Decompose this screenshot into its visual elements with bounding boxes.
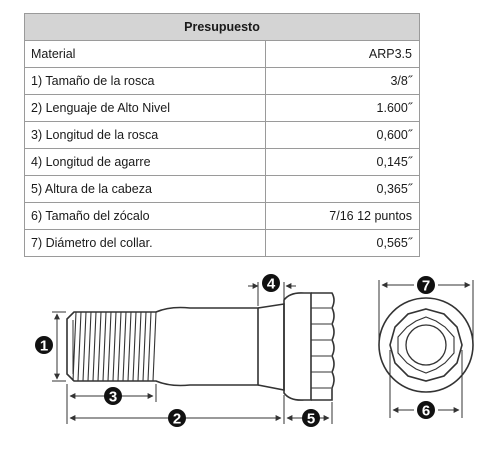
table-row — [25, 149, 420, 176]
row-value: 0,600˝ — [266, 122, 420, 149]
svg-text:5: 5 — [306, 410, 316, 428]
row-label: 3) Longitud de la rosca — [25, 122, 266, 149]
callout-1 — [35, 336, 53, 355]
row-label: 2) Lenguaje de Alto Nivel — [25, 95, 266, 122]
row-value: 0,565˝ — [266, 230, 420, 257]
top-view-dimension-lines — [379, 277, 473, 418]
table-header-row — [25, 14, 420, 41]
callout-5 — [302, 409, 320, 428]
row-label: 6) Tamaño del zócalo — [25, 203, 266, 230]
table-row — [25, 230, 420, 257]
row-value: 1.600˝ — [266, 95, 420, 122]
row-value: 3/8˝ — [266, 68, 420, 95]
row-value: 0,145˝ — [266, 149, 420, 176]
svg-text:7: 7 — [421, 277, 431, 295]
callout-2 — [168, 409, 186, 428]
table-row — [25, 176, 420, 203]
svg-text:3: 3 — [108, 388, 118, 406]
table-row — [25, 122, 420, 149]
callout-4 — [262, 274, 280, 293]
svg-text:2: 2 — [172, 410, 182, 428]
table-title: Presupuesto — [25, 14, 420, 41]
specifications-table — [24, 13, 420, 257]
thread-lines — [73, 312, 156, 381]
row-value: 0,365˝ — [266, 176, 420, 203]
row-label: 7) Diámetro del collar. — [25, 230, 266, 257]
table-row — [25, 95, 420, 122]
callout-6 — [417, 401, 435, 420]
row-label: Material — [25, 41, 266, 68]
table-row — [25, 68, 420, 95]
callout-7 — [417, 276, 435, 295]
table-row — [25, 203, 420, 230]
svg-text:1: 1 — [39, 337, 49, 355]
bolt-technical-drawing — [0, 262, 490, 453]
bolt-side-view — [67, 293, 334, 400]
row-label: 5) Altura de la cabeza — [25, 176, 266, 203]
row-label: 4) Longitud de agarre — [25, 149, 266, 176]
svg-text:6: 6 — [421, 402, 431, 420]
bolt-top-view — [379, 298, 473, 392]
row-label: 1) Tamaño de la rosca — [25, 68, 266, 95]
row-value: 7/16 12 puntos — [266, 203, 420, 230]
callout-3 — [104, 387, 122, 406]
row-value: ARP3.5 — [266, 41, 420, 68]
table-row — [25, 41, 420, 68]
svg-text:4: 4 — [266, 275, 276, 293]
